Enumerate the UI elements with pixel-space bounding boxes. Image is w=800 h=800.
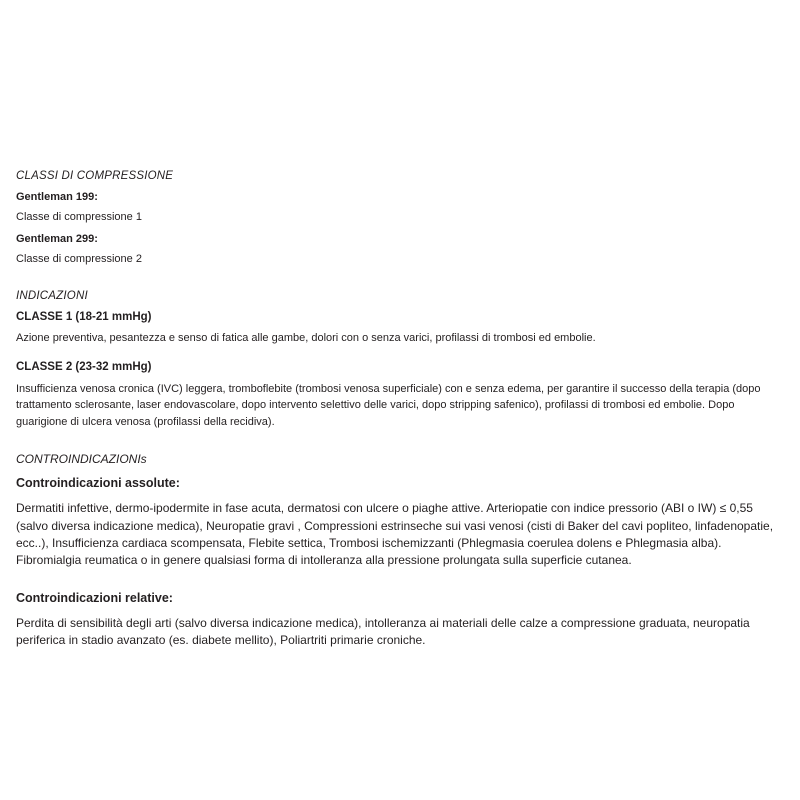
product-class-gentleman-299: Classe di compressione 2 (16, 252, 142, 265)
product-name-gentleman-299: Gentleman 299: (16, 232, 98, 245)
contraindications-absolute-title: Controindicazioni assolute: (16, 476, 180, 491)
spacer-after-compression-classes (16, 274, 782, 290)
contraindications-relative-text: Perdita di sensibilità degli arti (salvo diversa indicazione medica), intolleranza ai materiali delle calze a compressione graduata, neuropatia periferica in stadio avanzato (es. diabete mellito), Poliartriti primarie croniche. (16, 615, 750, 647)
compression-classes-heading: CLASSI DI COMPRESSIONE (16, 170, 174, 182)
product-name-gentleman-199: Gentleman 199: (16, 191, 98, 203)
indication-class-1-text: Azione preventiva, pesantezza e senso di fatica alle gambe, dolori con o senza varici, profilassi di trombosi ed embolie. (16, 332, 596, 345)
section-indications (16, 290, 782, 430)
indication-class-1-title: CLASSE 1 (18-21 mmHg) (16, 311, 152, 324)
section-compression-classes (16, 170, 782, 266)
indication-class-2-title: CLASSE 2 (23-32 mmHg) (16, 360, 152, 373)
indications-heading: INDICAZIONI (16, 290, 88, 303)
product-class-gentleman-199: Classe di compressione 1 (16, 211, 142, 223)
contraindications-relative-title: Controindicazioni relative: (16, 590, 173, 605)
section-contraindications (16, 452, 782, 648)
contraindications-absolute-text: Dermatiti infettive, dermo-ipodermite in fase acuta, dermatosi con ulcere o piaghe attive. Arteriopatie con indice pressorio (ABI o IW) ≤ 0,55 (salvo diversa indicazione medica), Neuropatie gravi , Compressioni estrinseche sui vasi venosi (cisti di Baker del cavi popliteo, linfadenopatie, ecc..), Insufficienza cardiaca scompensata, Flebite settica, Trombosi ischemizzanti (Phlegmasia coerulea dolens e Phlegmasia alba). Fibromialgia reumatica o in genere qualsiasi forma di intolleranza alla pressione prolungata sulla superficie cutanea. (16, 501, 774, 567)
contraindications-heading: CONTROINDICAZIONIs (16, 452, 147, 467)
spacer-after-indications (16, 444, 782, 452)
indication-class-2-text: Insufficienza venosa cronica (IVC) leggera, tromboflebite (trombosi venosa superficiale) con e senza edema, per garantire il successo della terapia (dopo trattamento sclerosante, laser endovascolare, dopo intervento selettivo delle varici, dopo stripping safenico), profilassi di trombosi ed embolie. Dopo guarigione di ulcera venosa (profilassi della recidiva). (16, 382, 761, 428)
